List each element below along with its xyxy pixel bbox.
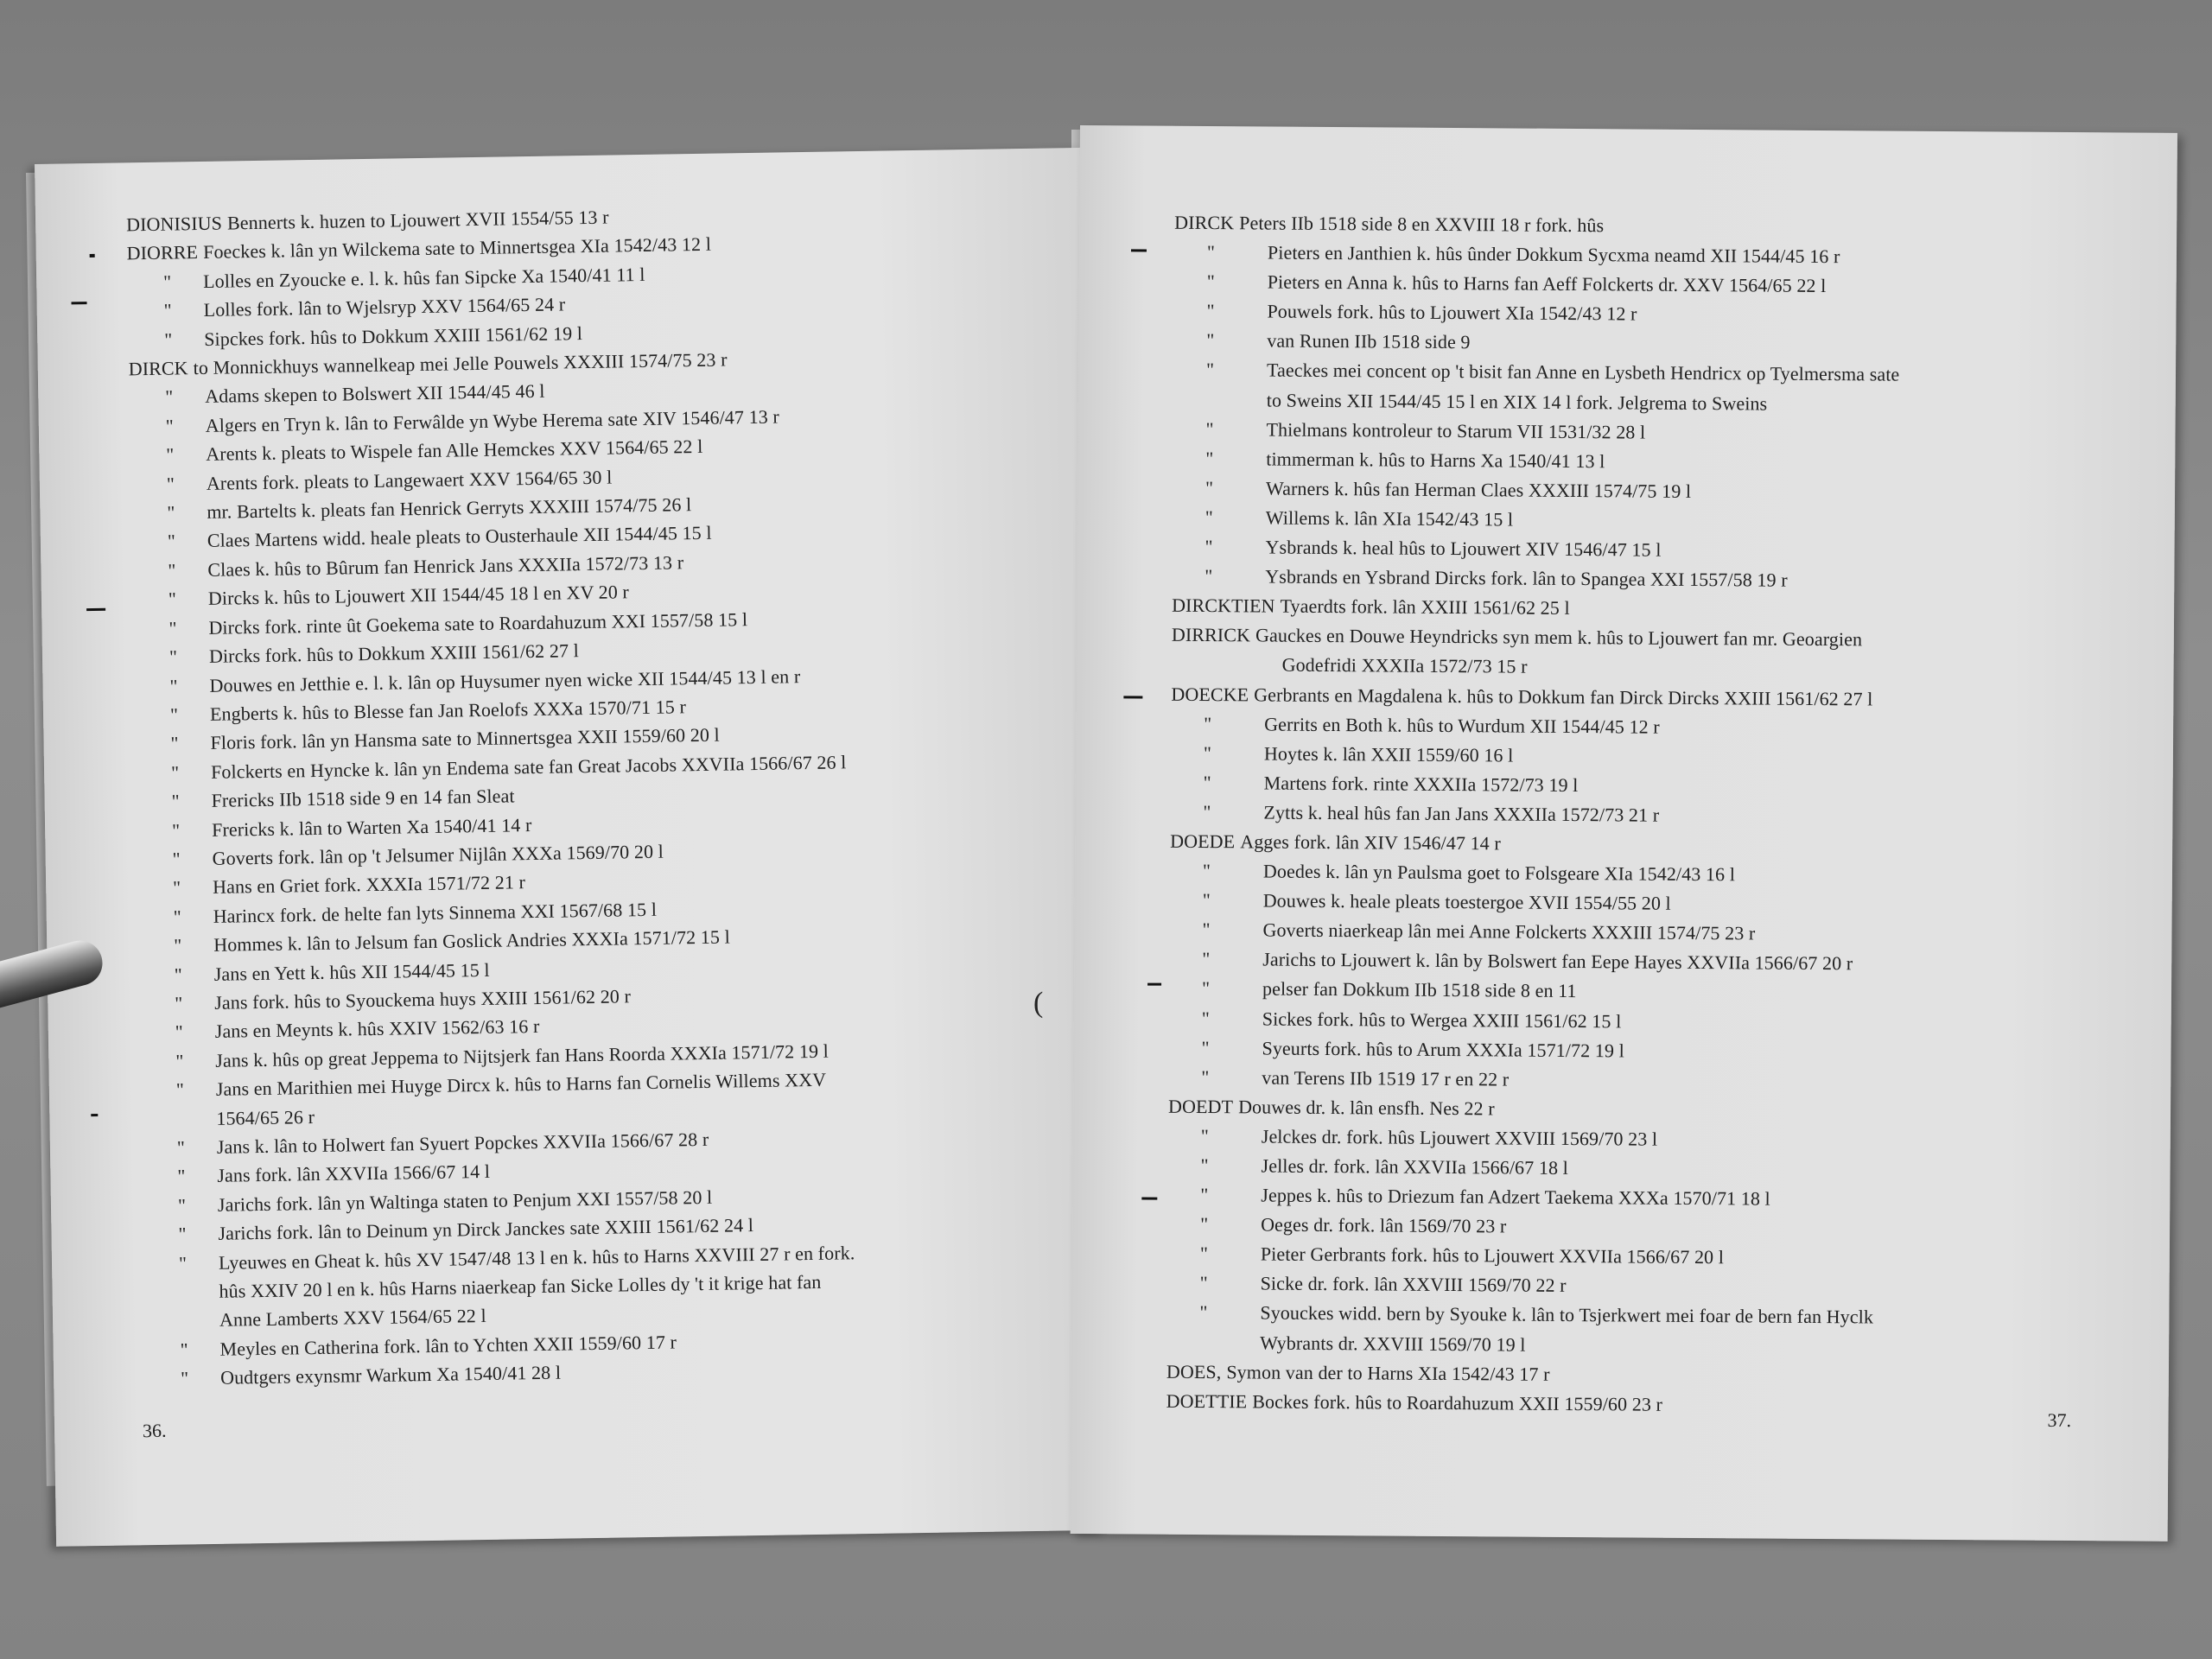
entry-text: Arents k. pleats to Wispele fan Alle Hemckes XXV 1564/65 22 l [206,435,703,466]
margin-tick-mark [90,254,95,257]
ditto-mark: " [169,703,179,726]
ditto-mark: " [1203,800,1211,823]
entry-text: Zytts k. heal hûs fan Jan Jans XXXIIa 1572/73 21 r [1263,801,1660,826]
entry-text: Lolles fork. lân to Wjelsryp XXV 1564/65 24 r [203,293,566,321]
ditto-mark: " [162,270,172,293]
entry-text: Jans en Yett k. hûs XII 1544/45 15 l [213,958,490,985]
ditto-mark: " [180,1338,188,1361]
ditto-mark: " [1199,1301,1208,1324]
entry-text: Warners k. hûs fan Herman Claes XXXIII 1574/75 19 l [1265,477,1692,502]
entry-headword: DIORRE [126,241,199,264]
entry-text: Ysbrands k. heal hûs to Ljouwert XIV 1546/47 15 l [1265,536,1662,561]
entry-text: Dircks fork. rinte ût Goekema sate to Roardahuzum XXI 1557/58 15 l [208,607,748,639]
ditto-mark: " [164,328,173,351]
index-entry [1173,355,2158,421]
ditto-mark: " [173,906,181,928]
entry-text: Martens fork. rinte XXXIIa 1572/73 19 l [1263,772,1579,796]
ditto-mark: " [1202,918,1211,941]
ditto-mark: " [1204,712,1212,734]
entry-text: Symon van der to Harns XIa 1542/43 17 r [1226,1360,1550,1385]
ditto-mark: " [1200,1184,1209,1206]
entry-headword: DIRCK [128,357,188,380]
ditto-mark: " [168,588,177,610]
ditto-mark: " [175,1050,184,1072]
ditto-mark: " [165,385,174,409]
entry-text: Bennerts k. huzen to Ljouwert XVII 1554/55 13 r [226,206,609,234]
margin-tick-mark [86,608,105,611]
ditto-mark: " [174,963,183,986]
ditto-mark: " [1205,447,1214,469]
entry-headword: DOEDT [1167,1095,1234,1118]
ditto-mark: " [177,1194,187,1217]
entry-headword: DIRCKTIEN [1172,594,1275,617]
entry-text: Jeppes k. hûs to Driezum fan Adzert Taekema XXXa 1570/71 18 l [1261,1184,1770,1210]
entry-text: Floris fork. lân yn Hansma sate to Minnertsgea XXII 1559/60 20 l [210,723,720,754]
left-entry-list [126,196,1060,1394]
entry-headword: DIRCK [1174,211,1235,234]
ditto-mark: " [170,732,179,754]
ditto-mark: " [1205,476,1214,499]
ditto-mark: " [163,299,172,321]
ditto-mark: " [178,1252,188,1274]
entry-text: Gerbrants en Magdalena k. hûs to Dokkum fan Dirck Dircks XXIII 1561/62 27 l [1254,683,1873,709]
ditto-mark: " [172,876,181,899]
entry-text: van Runen IIb 1518 side 9 [1267,329,1471,353]
ditto-mark: " [1206,300,1215,322]
margin-tick-mark [1123,696,1142,698]
ditto-mark: " [174,934,182,957]
entry-headword: DOETTIE [1166,1389,1248,1413]
ditto-mark: " [1202,860,1211,882]
ditto-mark: " [1200,1213,1209,1236]
left-page [35,148,1106,1547]
entry-text: Jans fork. lân XXVIIa 1566/67 14 l [217,1160,491,1187]
entry-text: Syouckes widd. bern by Syouke k. lân to Tsjerkwert mei foar de bern fan Hyclk [1260,1301,1874,1328]
entry-text: Hommes k. lân to Jelsum fan Goslick Andries XXXIa 1571/72 15 l [213,925,731,957]
entry-text: Lolles en Zyoucke e. l. k. hûs fan Sipcke Xa 1540/41 11 l [202,263,645,292]
entry-text: Ysbrands en Ysbrand Dircks fork. lân to Spangea XXI 1557/58 19 r [1265,565,1788,591]
entry-text: Arents fork. pleats to Langewaert XXV 1564/65 30 l [206,466,613,494]
ditto-mark: " [1203,771,1211,793]
entry-text: Jarichs fork. lân to Deinum yn Dirck Janckes sate XXIII 1561/62 24 l [218,1214,754,1245]
entry-text: Frericks k. lân to Warten Xa 1540/41 14 r [211,813,532,841]
entry-text: Adams skepen to Bolswert XII 1544/45 46 l [205,380,545,408]
ditto-mark: " [175,992,183,1014]
entry-text: Bockes fork. hûs to Roardahuzum XXII 1559/60 23 r [1252,1390,1663,1415]
ditto-mark: " [1205,417,1214,440]
entry-text: Goverts niaerkeap lân mei Anne Folckerts XXXIII 1574/75 23 r [1262,918,1756,944]
entry-text: Taeckes mei concent op 't bisit fan Anne en Lysbeth Hendricx op Tyelmersma sate [1266,359,1900,386]
ditto-mark: " [166,473,175,495]
entry-text: Thielmans kontroleur to Starum VII 1531/32 28 l [1266,418,1646,443]
entry-text: Jarichs to Ljouwert k. lân by Bolswert fan Eepe Hayes XXVIIa 1566/67 20 r [1262,948,1853,975]
entry-text: Lyeuwes en Gheat k. hûs XV 1547/48 13 l en k. hûs to Harns XXVIII 27 r en fork. [218,1241,855,1274]
entry-text: Frericks IIb 1518 side 9 en 14 fan Sleat [211,785,515,812]
ditto-mark: " [177,1165,186,1187]
margin-tick-mark [1141,1198,1157,1200]
entry-text: Dircks k. hûs to Ljouwert XII 1544/45 18 l en XV 20 r [207,581,630,610]
ditto-mark: " [1199,1272,1208,1294]
entry-text: timmerman k. hûs to Harns Xa 1540/41 13 l [1266,448,1605,472]
ditto-mark: " [1205,565,1213,588]
entry-headword: DIRRICK [1171,624,1251,646]
ditto-mark: " [167,501,175,524]
entry-text: Doedes k. lân yn Paulsma goet to Folsgeare XIa 1542/43 16 l [1262,860,1736,886]
entry-text: to Monnickhuys wannelkeap mei Jelle Pouwels XXXIII 1574/75 23 r [193,348,728,379]
ditto-mark: " [168,645,178,668]
entry-text: van Terens IIb 1519 17 r en 22 r [1262,1066,1510,1090]
entry-text: Oeges dr. fork. lân 1569/70 23 r [1261,1213,1507,1237]
margin-tick-mark [72,302,87,304]
ditto-mark: " [175,1020,184,1043]
entry-continuation: hûs XXIV 20 l en k. hûs Harns niaerkeap fan Sicke Lolles dy 't it krige hat fan [219,1270,822,1302]
entry-text: Hoytes k. lân XXII 1559/60 16 l [1263,742,1514,766]
ditto-mark: " [175,1078,185,1101]
index-entry [1172,620,2157,686]
entry-text: Engberts k. hûs to Blesse fan Jan Roelofs XXXa 1570/71 15 r [209,696,687,725]
entry-text: Jans fork. hûs to Syouckema huys XXIII 1561/62 20 r [214,985,632,1014]
entry-text: Meyles en Catherina fork. lân to Ychten XXII 1559/60 17 r [219,1331,677,1360]
entry-text: Jans k. lân to Holwert fan Syuert Popckes XXVIIa 1566/67 28 r [216,1128,709,1158]
ditto-mark: " [1201,1007,1210,1029]
ditto-mark: " [172,848,181,870]
ditto-mark: " [171,790,180,812]
entry-continuation: to Sweins XII 1544/45 15 l en XIX 14 l fork. Jelgrema to Sweins [1266,389,1768,415]
entry-text: Jelckes dr. fork. hûs Ljouwert XXVIII 1569/70 23 l [1261,1125,1658,1150]
entry-text: Pieters en Anna k. hûs to Harns fan Aeff Folckerts dr. XXV 1564/65 22 l [1267,270,1827,297]
entry-text: pelser fan Dokkum IIb 1518 side 8 en 11 [1262,977,1577,1002]
ditto-mark: " [167,530,176,553]
ditto-mark: " [1206,329,1215,352]
entry-text: Jans k. hûs op great Jeppema to Nijtsjerk fan Hans Roorda XXXIa 1571/72 19 l [215,1039,830,1071]
entry-text: Jarichs fork. lân yn Waltinga staten to Penjum XXI 1557/58 20 l [217,1185,713,1216]
index-entry [1166,1386,2152,1422]
ditto-mark: " [1206,270,1215,293]
entry-headword: DIONISIUS [125,212,223,236]
entry-text: mr. Bartelts k. pleats fan Henrick Gerryts XXXIII 1574/75 26 l [207,493,692,523]
ditto-mark: " [1205,536,1213,558]
entry-continuation: 1564/65 26 r [216,1105,315,1129]
entry-text: Sickes fork. hûs to Wergea XXIII 1561/62 15 l [1262,1007,1622,1032]
entry-text: Goverts fork. lân op 't Jelsumer Nijlân XXXa 1569/70 20 l [212,840,664,869]
entry-headword: DOECKE [1171,683,1249,705]
ditto-mark: " [1200,1124,1210,1147]
right-entry-list [1166,208,2160,1423]
stray-mark: ( [1033,987,1044,1019]
ditto-mark: " [178,1223,187,1245]
ditto-mark: " [1201,1065,1210,1088]
entry-text: Agges fork. lân XIV 1546/47 14 r [1240,830,1501,855]
entry-text: Foeckes k. lân yn Wilckema sate to Minnertsgea XIa 1542/43 12 l [202,233,712,264]
entry-text: Claes Martens widd. heale pleats to Ousterhaule XII 1544/45 15 l [207,522,712,552]
entry-text: Jans en Meynts k. hûs XXIV 1562/63 16 r [214,1015,540,1043]
entry-continuation: Anne Lamberts XXV 1564/65 22 l [219,1305,486,1332]
ditto-mark: " [1202,948,1211,970]
entry-text: Pieters en Janthien k. hûs ûnder Dokkum Sycxma neamd XII 1544/45 16 r [1267,241,1840,268]
ditto-mark: " [1201,977,1211,1000]
ditto-mark: " [1202,889,1211,912]
index-entry [1166,1298,2152,1363]
entry-text: Claes k. hûs to Bûrum fan Henrick Jans XXXIIa 1572/73 13 r [207,551,684,581]
ditto-mark: " [170,761,180,784]
ditto-mark: " [180,1367,189,1389]
ditto-mark: " [1206,241,1216,264]
right-page [1071,125,2177,1541]
index-entry [143,1235,1059,1336]
entry-text: Douwes en Jetthie e. l. k. lân op Huysumer nyen wicke XII 1544/45 13 l en r [209,664,801,696]
ditto-mark: " [1201,1036,1210,1058]
entry-text: Harincx fork. de helte fan lyts Sinnema XXI 1567/68 15 l [213,898,658,927]
entry-text: Syeurts fork. hûs to Arum XXXIa 1571/72 19 l [1262,1037,1624,1062]
ditto-mark: " [1205,359,1215,381]
ditto-mark: " [1205,505,1214,529]
entry-text: Pieter Gerbrants fork. hûs to Ljouwert XXVIIa 1566/67 20 l [1260,1243,1725,1268]
entry-text: Jans en Marithien mei Huyge Dircx k. hûs to Harns fan Cornelis Willems XXV [215,1068,827,1101]
right-page-number: 37. [2047,1408,2072,1432]
entry-text: Gauckes en Douwe Heyndricks syn mem k. hûs to Ljouwert fan mr. Geoargien [1255,624,1863,651]
entry-text: Peters IIb 1518 side 8 en XXVIII 18 r fork. hûs [1239,212,1605,237]
ditto-mark: " [168,559,176,582]
ditto-mark: " [1203,741,1212,764]
ditto-mark: " [1199,1243,1209,1265]
ditto-mark: " [1200,1154,1209,1177]
entry-text: Dircks fork. hûs to Dokkum XXIII 1561/62 27 l [208,639,580,667]
entry-text: Tyaerdts fork. lân XXIII 1561/62 25 l [1280,594,1570,620]
entry-text: Douwes k. heale pleats toestergoe XVII 1554/55 20 l [1262,889,1671,914]
left-page-number: 36. [142,1419,167,1442]
ditto-mark: " [176,1136,186,1159]
entry-continuation: Wybrants dr. XXVIII 1569/70 19 l [1260,1332,1526,1356]
entry-continuation: Godefridi XXXIIa 1572/73 15 r [1281,654,1528,678]
entry-text: Oudtgers exynsmr Warkum Xa 1540/41 28 l [219,1361,562,1389]
entry-text: Gerrits en Both k. hûs to Wurdum XII 1544/45 12 r [1264,713,1660,738]
margin-tick-mark [91,1114,98,1116]
ditto-mark: " [166,443,175,466]
entry-text: Hans en Griet fork. XXXIa 1571/72 21 r [212,871,526,899]
entry-text: Sicke dr. fork. lân XXVIII 1569/70 22 r [1260,1272,1567,1297]
ditto-mark: " [169,674,178,697]
margin-tick-mark [1147,983,1161,986]
ditto-mark: " [165,415,175,437]
margin-tick-mark [1131,249,1147,251]
entry-text: Pouwels fork. hûs to Ljouwert XIa 1542/43 12 r [1267,300,1637,325]
entry-headword: DOES, [1166,1360,1222,1382]
entry-headword: DOEDE [1170,830,1236,853]
entry-text: Willems k. lân XIa 1542/43 15 l [1265,506,1514,531]
ditto-mark: " [168,617,177,639]
entry-text: Douwes dr. k. lân ensfh. Nes 22 r [1238,1096,1495,1120]
entry-text: Jelles dr. fork. lân XXVIIa 1566/67 18 l [1261,1154,1569,1179]
entry-text: Folckerts en Hyncke k. lân yn Endema sate fan Great Jacobs XXVIIa 1566/67 26 l [210,751,847,783]
ditto-mark: " [171,818,181,842]
entry-text: Algers en Tryn k. lân to Ferwâlde yn Wybe Herema sate XIV 1546/47 13 r [205,405,780,436]
entry-text: Sipckes fork. hûs to Dokkum XXIII 1561/62 19 l [204,321,583,350]
